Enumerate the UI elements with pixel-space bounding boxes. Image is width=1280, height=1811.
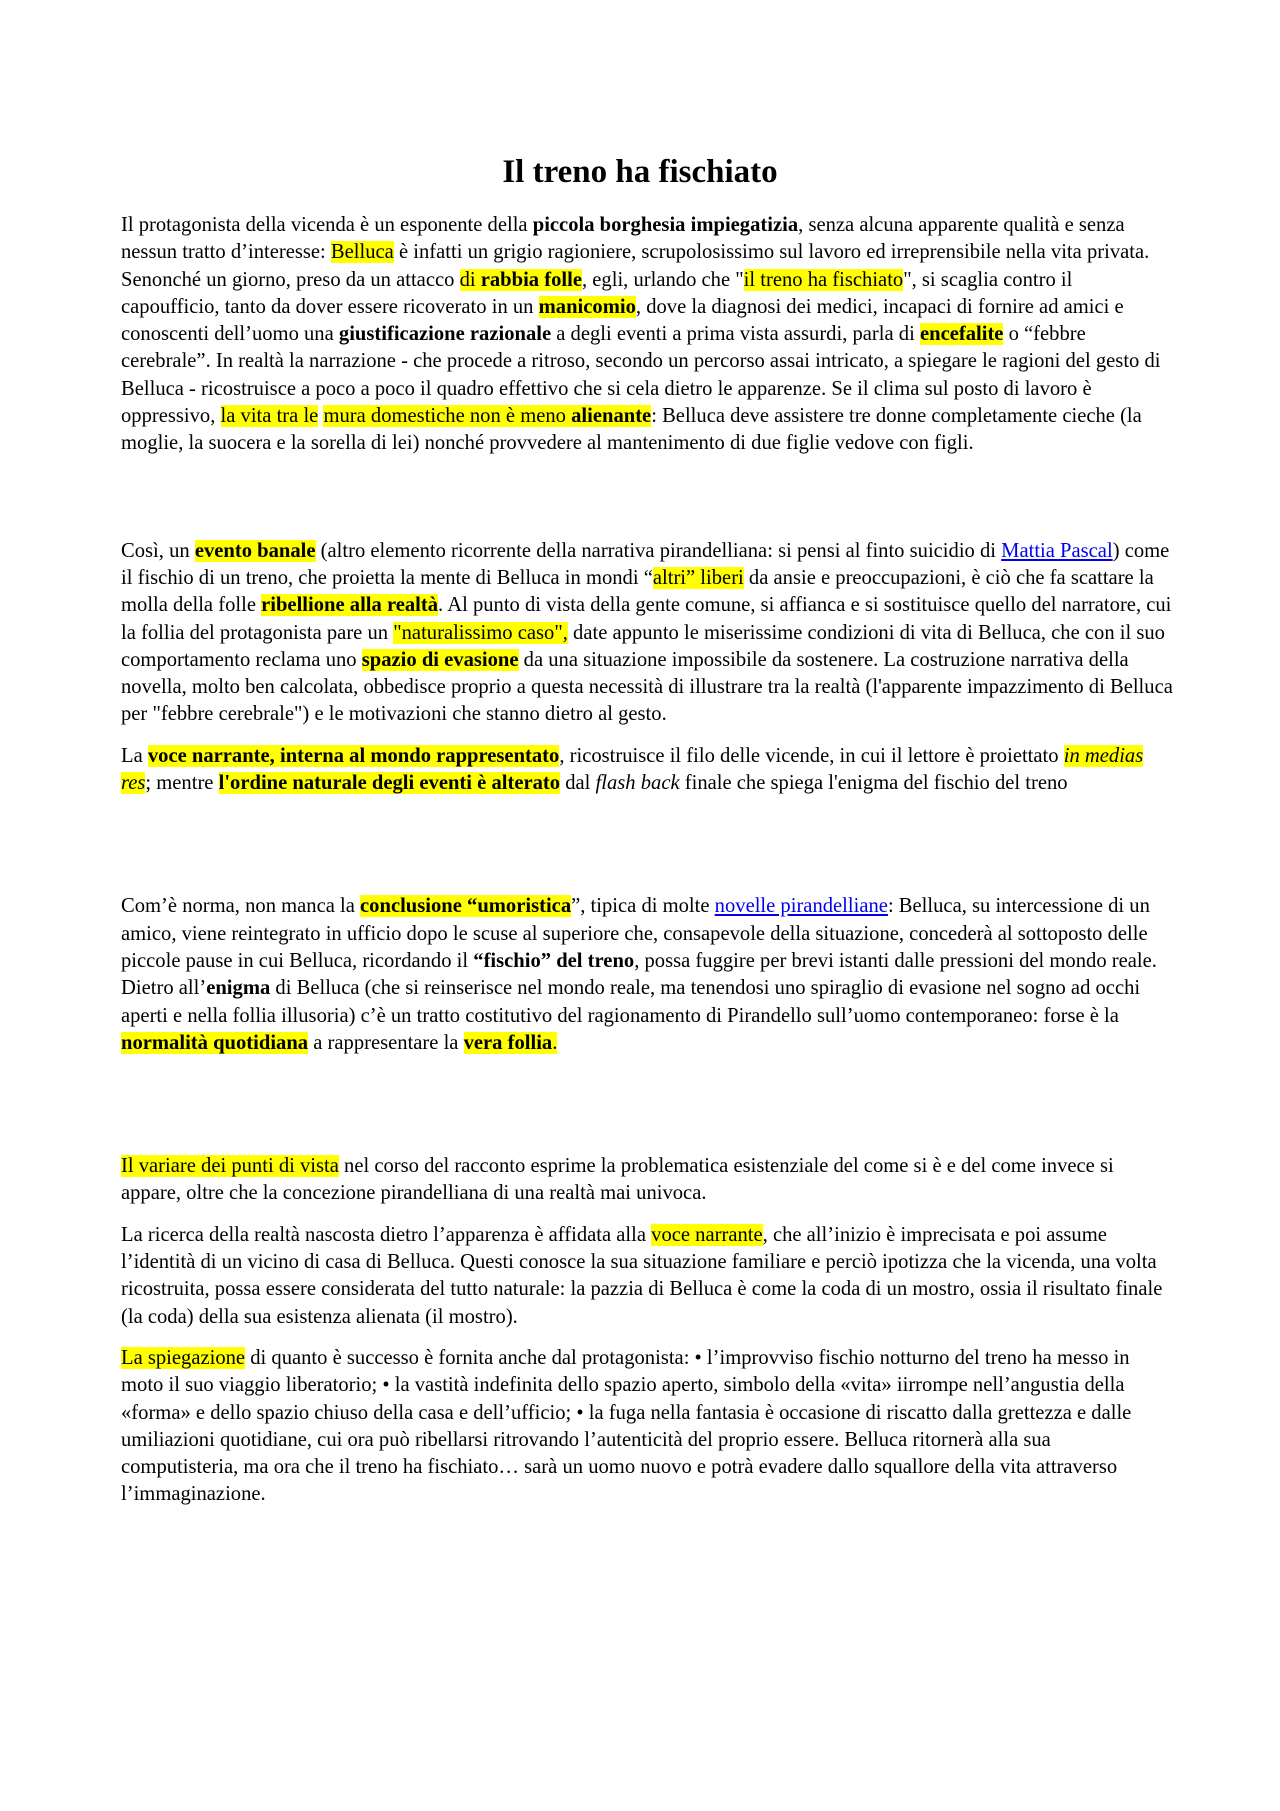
paragraph-gap [121, 797, 1173, 893]
document-body [121, 212, 1173, 1509]
highlighted-text: . [552, 1031, 558, 1054]
text-run: , dove la diagnosi dei medici, incapaci di fornire ad amici e conoscenti dell’uomo una [121, 295, 1124, 346]
highlighted-text: l'ordine naturale degli eventi è alterato [218, 772, 561, 795]
highlighted-text: in medias res [121, 744, 1144, 795]
paragraph-ricerca-realta [121, 1222, 1173, 1331]
text-run: o “febbre cerebrale”. In realtà la narrazione - che procede a ritroso, secondo un percorso assai intricato, a spiegare le ragioni del gesto di Belluca - ricostruisce a poco a poco il quadro effettivo che si cela dietro le apparenze. Se il clima sul posto di lavoro è oppressivo, [121, 323, 1161, 428]
text-run: , senza alcuna apparente qualità e senza nessun tratto d’interesse: [121, 214, 1125, 264]
highlighted-text: spazio di evasione [361, 648, 519, 671]
paragraph-spiegazione [121, 1345, 1173, 1509]
paragraph-voce-narrante [121, 743, 1173, 798]
document-title: Il treno ha fischiato [502, 154, 778, 190]
text-run: dal [560, 772, 596, 795]
paragraph-gap [121, 1208, 1173, 1222]
highlighted-text: conclusione “umoristica [360, 895, 572, 918]
text-run: è infatti un grigio ragioniere, scrupolosissimo sul lavoro ed irreprensibile nella vita privata. Senonché un giorno, preso da un attacco [121, 241, 1150, 291]
text-run: (altro elemento ricorrente della narrativa pirandelliana: si pensi al finto suicidio di [315, 539, 1002, 562]
text-run: ; mentre [145, 772, 219, 795]
inline-link[interactable]: novelle pirandelliane [714, 895, 888, 918]
highlighted-text: il treno ha fischiato [743, 268, 904, 291]
text-run: nel corso del racconto esprime la problematica esistenziale del come si è e del come invece si appare, oltre che la concezione pirandelliana di una realtà mai univoca. [121, 1155, 1114, 1205]
inline-link[interactable]: Mattia Pascal [1001, 539, 1113, 562]
highlighted-text: di [459, 268, 481, 291]
text-run: a rappresentare la [308, 1031, 464, 1054]
text-run: da una situazione impossibile da sostenere. La costruzione narrativa della novella, molto ben calcolata, obbedisce proprio a questa necessità di illustrare tra la realtà (l'apparente impazzimento di Belluca per "febbre cerebrale") e le motivazioni che stanno dietro al gesto. [121, 648, 1173, 726]
text-run: date appunto le miserissime condizioni di vita di Belluca, che con il suo comportamento reclama uno [121, 621, 1165, 671]
paragraph-punti-di-vista [121, 1153, 1173, 1208]
highlighted-text: vera follia [463, 1031, 553, 1054]
text-run: . Al punto di vista della gente comune, si affianca e si sostituisce quello del narratore, cui la follia del protagonista pare un [121, 594, 1172, 644]
text-run: La ricerca della realtà nascosta dietro l’apparenza è affidata alla [121, 1223, 652, 1246]
highlighted-text: encefalite [919, 323, 1004, 346]
highlighted-text: ribellione alla realtà [261, 594, 439, 617]
text-run: a degli eventi a prima vista assurdi, parla di [551, 323, 920, 346]
text-run: di quanto è successo è fornita anche dal protagonista: • l’improvviso fischio notturno del treno ha messo in moto il suo viaggio liberatorio; • la vastità indefinita dello spazio aperto, simbolo della «vita» iirrompe nell’angustia della «forma» e dello spazio chiuso della casa e dell’ufficio; • la fuga nella fantasia è occasione di riscatto dalla grettezza e dalle umiliazioni quotidiane, cui ora può ribellarsi ritrovando l’autenticità del proprio essere. Belluca ritornerà alla sua computisteria, ma ora che il treno ha fischiato… sarà un uomo nuovo e potrà evadere dallo squallore della vita attraverso l’immaginazione. [121, 1346, 1132, 1506]
text-run: Così, un [121, 539, 195, 562]
text-run: Com’è norma, non manca la [121, 895, 361, 918]
highlighted-text: "naturalissimo caso", [393, 621, 568, 644]
text-run: : Belluca deve assistere tre donne completamente cieche (la moglie, la suocera e la sorella di lei) nonché provvedere al mantenimento di due figlie vedove con figli. [121, 405, 1142, 455]
paragraph-gap [121, 1331, 1173, 1345]
paragraph-gap [121, 1057, 1173, 1153]
highlighted-text: manicomio [538, 295, 636, 318]
highlighted-text: voce narrante, interna al mondo rappresentato [147, 744, 560, 767]
highlighted-text: evento banale [194, 539, 316, 562]
highlighted-text: altri” liberi [652, 566, 744, 589]
text-run: flash back [595, 772, 680, 795]
bold-text: enigma [206, 977, 271, 1000]
paragraph-gap [121, 729, 1173, 743]
text-run: , possa fuggire per brevi istanti dalle pressioni del mondo reale. Dietro all’ [121, 949, 1157, 1000]
paragraph-intro [121, 212, 1173, 458]
text-run: Il protagonista della vicenda è un esponente della [121, 214, 533, 236]
highlighted-text: Belluca [330, 241, 394, 264]
highlighted-text: normalità quotidiana [121, 1031, 309, 1054]
text-run: finale che spiega l'enigma del fischio del treno [679, 772, 1068, 795]
highlighted-text: Il variare dei punti di vista [121, 1155, 339, 1178]
text-run: , ricostruisce il filo delle vicende, in cui il lettore è proiettato [559, 744, 1064, 767]
highlighted-text: La spiegazione [121, 1346, 246, 1369]
paragraph-gap [121, 458, 1173, 538]
text-run: , che all’inizio è imprecisata e poi assume l’identità di un vicino di casa di Belluca. Questi conosce la sua situazione familiare e perciò ipotizza che la vicenda, una volta ricostruita, possa essere considerata del tutto naturale: la pazzia di Belluca è come la coda di un mostro, ossia il risultato finale (la coda) della sua esistenza alienata (il mostro). [121, 1223, 1163, 1328]
text-run: da ansie e preoccupazioni, è ciò che fa scattare la molla della folle [121, 566, 1154, 617]
highlighted-text: rabbia folle [480, 268, 582, 291]
text-run: ) come il fischio di un treno, che proietta la mente di Belluca in mondi “ [121, 539, 1170, 589]
text-run: , egli, urlando che " [581, 268, 744, 291]
bold-text: giustificazione razionale [338, 323, 552, 346]
text-run: ”, tipica di molte [571, 895, 715, 918]
highlighted-text: la vita tra le [220, 405, 319, 428]
bold-text: “fischio” del treno [473, 949, 635, 972]
text-run: La [121, 744, 148, 767]
text-run: : Belluca, su intercessione di un amico, viene reintegrato in ufficio dopo le scuse al superiore che, consapevole della situazione, concederà al sottoposto delle piccole pause in cui Belluca, ricordando il [121, 895, 1150, 972]
highlighted-text: voce narrante [651, 1223, 763, 1246]
highlighted-text: mura domestiche non è meno [323, 405, 572, 428]
text-run: ", si scaglia contro il capoufficio, tanto da dover essere ricoverato in un [121, 268, 1073, 318]
highlighted-text: alienante [571, 405, 652, 428]
bold-text: piccola borghesia impiegatizia [532, 214, 799, 236]
text-run: di Belluca (che si reinserisce nel mondo reale, ma tenendosi uno spiraglio di evasione nel sogno ad occhi aperti e nella follia illusoria) c’è un tratto costitutivo del ragionamento di Pirandello sull’uomo contemporaneo: forse è la [121, 977, 1141, 1027]
paragraph-evento-banale [121, 538, 1173, 729]
paragraph-conclusione [121, 893, 1173, 1057]
